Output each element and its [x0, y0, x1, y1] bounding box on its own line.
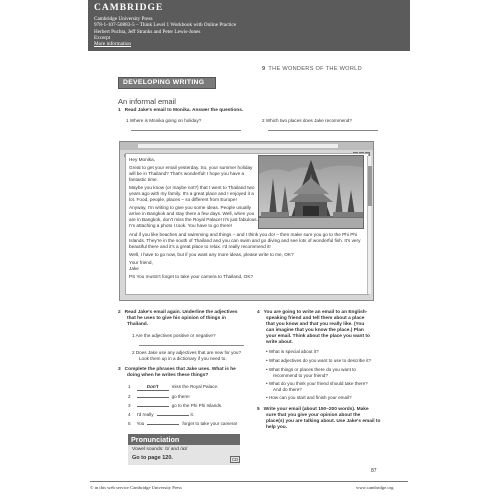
- question-1: [118, 108, 243, 114]
- question-text-line: write about.: [266, 339, 293, 345]
- temple-illustration: [259, 156, 364, 229]
- email-line: lot. Food, people, places – so different from Europe!: [129, 197, 237, 202]
- phrase-3: [128, 403, 222, 409]
- question-number: 4: [257, 310, 260, 315]
- question-text-line: Thailand.: [127, 321, 149, 327]
- planning-bullet: • How can you start and finish your email?: [266, 395, 352, 400]
- example-answer: Don't: [137, 384, 169, 391]
- item-number: 4: [128, 412, 131, 417]
- question-text-line: doing when he writes these things?: [127, 372, 209, 378]
- item-number: 3: [128, 403, 131, 408]
- question-1-sub-1: 1 Where is Monika going on holiday?: [126, 118, 202, 123]
- more-information-link[interactable]: More information: [94, 41, 132, 48]
- item-number: 2: [128, 394, 131, 399]
- royal-palace-photo: [258, 155, 364, 229]
- question-text-line: You are going to write an email to an English-: [263, 310, 368, 315]
- phrase-end: it.: [190, 412, 195, 417]
- answer-gap[interactable]: [137, 397, 169, 398]
- phrase-text: I'd really: [136, 412, 154, 417]
- question-4: [257, 310, 370, 345]
- phrase-1: [128, 384, 218, 391]
- answer-gap[interactable]: [157, 415, 189, 416]
- excerpt-line: Excerpt: [94, 34, 111, 41]
- email-line: will be in Thailand? That's wonderful! I hope you have a: [129, 171, 245, 176]
- email-scrollbar[interactable]: [367, 156, 371, 294]
- question-text-line: Complete the phrases that Jake uses. What is he: [124, 367, 236, 372]
- email-line: are in Bangkok, don't miss the Royal Palace! It's just fabulous.: [129, 217, 258, 222]
- email-line: Great to get your email yesterday. So, your summer holiday: [129, 165, 253, 170]
- question-text-line: can imagine that you know the place.) Plan: [266, 327, 364, 333]
- question-text-line: help you.: [266, 424, 288, 430]
- planning-bullet: • What is special about it?: [266, 349, 319, 354]
- item-number: 1: [128, 384, 131, 389]
- planning-bullet: • What adjectives do you want to use to describe it?: [266, 358, 372, 363]
- question-text-line: Read Jake's email again. Underline the adjectives: [124, 310, 238, 315]
- question-text-line: sure that you give your opinion about the: [266, 412, 361, 418]
- publisher-line: Cambridge University Press: [94, 16, 153, 22]
- authors-line: Herbert Puchta, Jeff Stranks and Peter Lewis-Jones: [94, 28, 201, 35]
- phrase-2: [128, 394, 190, 400]
- answer-line[interactable]: [139, 345, 244, 346]
- audio-track-icon: CD: [232, 457, 239, 462]
- question-text: Read Jake's email to Monika. Answer the questions.: [124, 108, 244, 113]
- planning-bullet: • What things or places there do you want to: [266, 367, 356, 372]
- email-line: I'm attaching a photo I took. You have to go there!: [129, 223, 233, 228]
- footer-website-link[interactable]: www.cambridge.org: [356, 485, 394, 490]
- isbn-line: 978-1-107-50883-5 – Think Level 1 Workbook with Online Practice: [94, 22, 237, 29]
- question-1-sub-2: 2 Which two places does Jake recommend?: [262, 118, 352, 123]
- phrase-text: forget to take your camera!: [182, 421, 238, 426]
- phrase-4: [128, 412, 194, 418]
- email-line: beautiful there and it's a great place to relax. I'd really recommend it!: [129, 244, 271, 249]
- answer-line[interactable]: [268, 130, 378, 131]
- book-metadata: [94, 16, 236, 47]
- phrase-text: go to the Phi Phi Islands.: [171, 403, 223, 408]
- email-postscript: PS You mustn't forget to take your camera to Thailand, OK?: [129, 274, 254, 279]
- email-line: years ago with my family. It's a great place and I enjoyed it a: [129, 191, 254, 196]
- email-line: fantastic time.: [129, 177, 158, 182]
- page-number: 87: [371, 468, 377, 474]
- question-number: 2: [118, 310, 121, 315]
- question-text-line: that you know and that you really like. (You: [266, 321, 365, 327]
- email-line: And if you like beaches and swimming and things – and I think you do! – then make sure you go to the Phi Phi: [129, 232, 358, 237]
- planning-bullet-cont: And do there?: [273, 387, 302, 392]
- section-heading: An informal email: [118, 97, 176, 106]
- question-text-line: that he uses to give his opinion of things in: [127, 315, 226, 321]
- question-2-sub-2-cont: Look them up in a dictionary if you need to.: [139, 356, 227, 361]
- question-text-line: place(s) you are talking about. Use Jake's email to: [266, 418, 381, 424]
- answer-gap[interactable]: [137, 406, 169, 407]
- window-titlebar: [120, 142, 373, 150]
- question-number: 1: [118, 108, 121, 113]
- phrase-text: miss the Royal Palace.: [171, 384, 219, 389]
- question-number: 3: [118, 367, 121, 372]
- unit-title: [262, 66, 362, 72]
- question-3: [118, 367, 236, 379]
- footer-divider: [90, 481, 408, 482]
- item-number: 5: [128, 421, 131, 426]
- phrase-5: [128, 421, 237, 427]
- email-line: Maybe you know (or maybe not?) that I went to Thailand two: [129, 185, 255, 190]
- email-line: arrive in Bangkok and stay there a few days. Well, when you: [129, 211, 255, 216]
- question-2-sub-2: 2 Does Jake use any adjectives that are new for you?: [132, 350, 242, 355]
- email-line: Islands. They're in the south of Thailand and you can swim and go diving and see lots of wonderful fish. It's very: [129, 238, 361, 243]
- email-greeting: Hey Monika,: [129, 157, 156, 162]
- unit-name: THE WONDERS OF THE WORLD: [268, 66, 362, 72]
- phrase-text: go there!: [171, 394, 190, 399]
- planning-bullet-cont: recommend to your friend?: [273, 373, 328, 378]
- footer-copyright: © in this web service Cambridge University Press: [90, 485, 182, 490]
- address-bar: [138, 144, 338, 148]
- brand-name: CAMBRIDGE: [94, 3, 164, 13]
- question-number: 5: [257, 407, 260, 412]
- question-text-line: Write your email (about 150–200 words). Make: [263, 407, 369, 412]
- section-banner: DEVELOPING WRITING: [118, 77, 216, 89]
- planning-bullet: • What do you think your friend should take there?: [266, 381, 368, 386]
- answer-gap[interactable]: [147, 424, 179, 425]
- phrase-text: You: [136, 421, 145, 426]
- answer-line[interactable]: [131, 130, 241, 131]
- question-text-line: speaking friend and tell them about a place: [266, 315, 365, 321]
- question-text-line: your email. Think about the place you want to: [266, 333, 370, 339]
- scrollbar-thumb[interactable]: [368, 166, 372, 206]
- pronunciation-page-ref: Go to page 120.: [132, 455, 173, 461]
- pronunciation-text: Vowel sounds: /ɪ/ and /aɪ/: [132, 447, 188, 452]
- question-2-sub-1: 1 Are the adjectives positive or negative?: [132, 333, 216, 338]
- question-2: [118, 310, 238, 328]
- pronunciation-banner: Pronunciation: [128, 434, 240, 445]
- email-signature: Jake: [129, 266, 139, 271]
- question-5: [257, 407, 380, 431]
- email-line: Anyway, I'm writing to give you some ideas. People usually: [129, 205, 251, 210]
- email-line: Well, I have to go now, but if you want any more ideas, please write to me, OK?: [129, 252, 294, 257]
- unit-number: 9: [262, 66, 266, 72]
- email-signoff: Your friend,: [129, 260, 153, 265]
